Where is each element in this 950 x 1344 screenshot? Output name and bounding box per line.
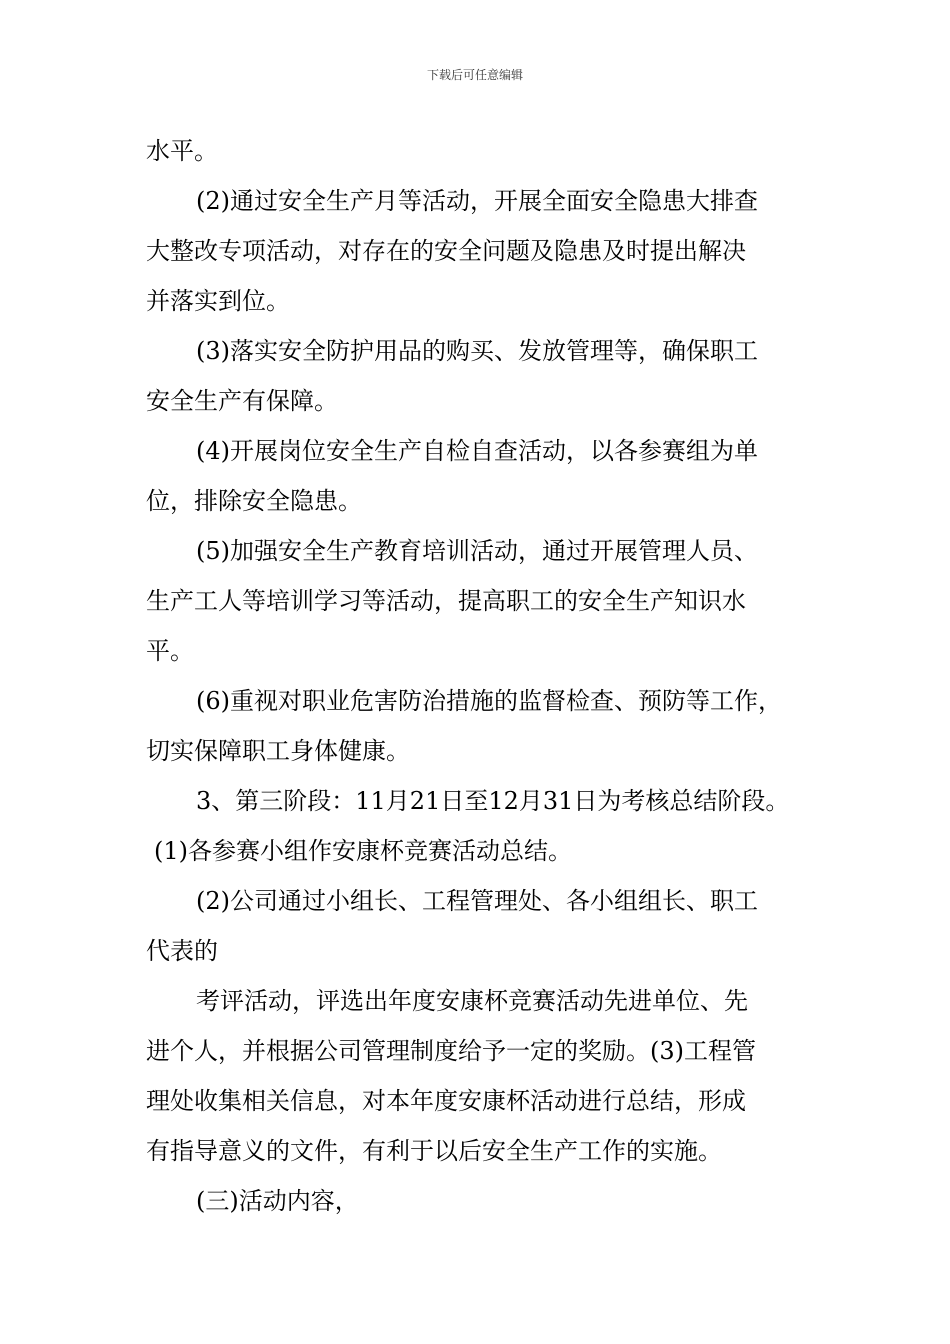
text-line: (6)重视对职业危害防治措施的监督检查、预防等工作， (196, 687, 782, 715)
text-line: 平。 (146, 637, 194, 665)
text-line: (5)加强安全生产教育培训活动，通过开展管理人员、 (196, 537, 758, 565)
text-line: 位，排除安全隐患。 (146, 487, 362, 515)
text-line: 理处收集相关信息，对本年度安康杯活动进行总结，形成 (146, 1087, 746, 1115)
text-line: 代表的 (146, 937, 218, 965)
text-line: 大整改专项活动，对存在的安全问题及隐患及时提出解决 (146, 237, 746, 265)
text-line: 切实保障职工身体健康。 (146, 737, 410, 765)
text-line: 并落实到位。 (146, 287, 290, 315)
text-line: (2)公司通过小组长、工程管理处、各小组组长、职工 (196, 887, 758, 915)
text-line: 有指导意义的文件，有利于以后安全生产工作的实施。 (146, 1137, 722, 1165)
text-line: 进个人，并根据公司管理制度给予一定的奖励。(3)工程管 (146, 1037, 756, 1065)
text-line: 安全生产有保障。 (146, 387, 338, 415)
text-line: (4)开展岗位安全生产自检自查活动，以各参赛组为单 (196, 437, 758, 465)
text-line: (三)活动内容， (196, 1187, 359, 1215)
text-line: (3)落实安全防护用品的购买、发放管理等，确保职工 (196, 337, 758, 365)
text-line: 水平。 (146, 137, 218, 165)
text-line: 考评活动，评选出年度安康杯竞赛活动先进单位、先 (196, 987, 748, 1015)
text-line: (1)各参赛小组作安康杯竞赛活动总结。 (154, 837, 572, 865)
text-line: 3、第三阶段：11月21日至12月31日为考核总结阶段。 (196, 787, 790, 815)
text-line: 生产工人等培训学习等活动，提高职工的安全生产知识水 (146, 587, 746, 615)
document-body (146, 126, 818, 1226)
page-header: 下载后可任意编辑 (426, 68, 523, 82)
text-line: (2)通过安全生产月等活动，开展全面安全隐患大排查 (196, 187, 758, 215)
